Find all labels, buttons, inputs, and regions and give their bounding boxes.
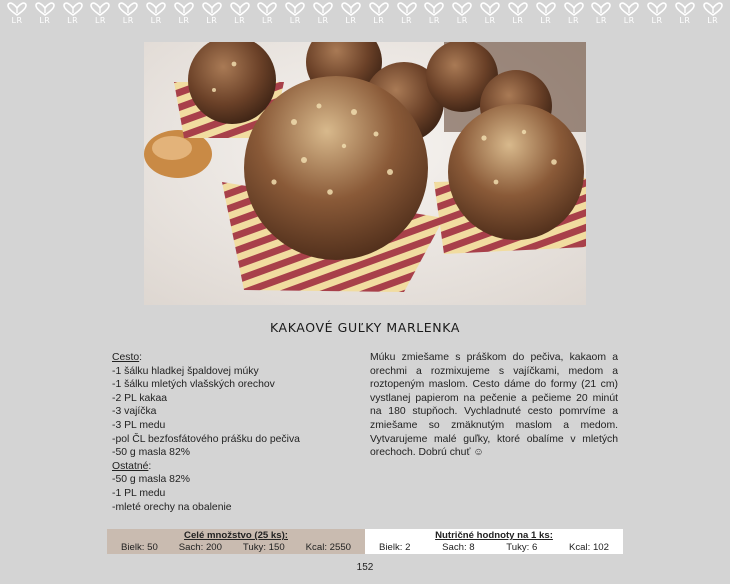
lr-logo-text: LR [289, 16, 301, 25]
logo-banner [0, 0, 730, 36]
lr-logo-text: LR [206, 16, 218, 25]
lr-logo-text: LR [428, 16, 440, 25]
nutrition-per-piece-values [365, 542, 623, 553]
ingredient-item: -3 PL medu [112, 419, 166, 431]
lr-logo-text: LR [707, 16, 719, 25]
ingredient-item: -50 g masla 82% [112, 474, 190, 486]
lr-logo-icon [227, 2, 253, 25]
other-heading: Ostatné [112, 460, 149, 472]
nutrition-total-values [107, 542, 365, 553]
lr-logo-icon [561, 2, 587, 25]
lr-logo-text: LR [651, 16, 663, 25]
lr-logo-icon [477, 2, 503, 25]
dough-items [112, 365, 352, 460]
lr-logo-icon [421, 2, 447, 25]
ingredient-item: -pol ČL bezfosfátového prášku do pečiva [112, 433, 300, 445]
lr-logo-text: LR [261, 16, 273, 25]
lr-logo-icon [616, 2, 642, 25]
ingredient-item: -3 vajíčka [112, 406, 157, 418]
lr-logo-text: LR [11, 16, 23, 25]
instructions-text: Múku zmiešame s práškom do pečiva, kakaom a orechmi a rozmixujeme s vajíčkami, medom a roztopeným maslom. Cesto dáme do formy (21 cm) vystlanej papierom na pečenie a pečieme 20 minút na 180 stupňoch. Vychladnuté cesto pomrvíme a zmiešame so zmäknutým maslom a medom. Vytvarujeme malé guľky, ktoré obalíme v mletých orechoch. Dobrú chuť ☺ [370, 352, 618, 459]
ingredient-item: -mleté orechy na obalenie [112, 501, 232, 513]
lr-logo-text: LR [39, 16, 51, 25]
lr-logo-icon [171, 2, 197, 25]
nutrition-value: Sach: 8 [442, 542, 475, 553]
lr-logo-icon [366, 2, 392, 25]
lr-logo-icon [143, 2, 169, 25]
lr-logo-icon [87, 2, 113, 25]
lr-logo-icon [672, 2, 698, 25]
other-items [112, 473, 352, 514]
lr-logo-text: LR [679, 16, 691, 25]
ingredient-item: -1 PL medu [112, 487, 166, 499]
lr-logo-text: LR [484, 16, 496, 25]
lr-logo-icon [115, 2, 141, 25]
lr-logo-icon [505, 2, 531, 25]
lr-logo-icon [644, 2, 670, 25]
lr-logo-icon [700, 2, 726, 25]
nutrition-value: Kcal: 102 [568, 542, 609, 553]
ingredient-item: -1 šálku hladkej špaldovej múky [112, 365, 259, 377]
lr-logo-icon [310, 2, 336, 25]
lr-logo-text: LR [373, 16, 385, 25]
cocoa-balls-image [144, 42, 586, 305]
nutrition-value: Tuky: 6 [506, 542, 538, 553]
lr-logo-icon [282, 2, 308, 25]
lr-logo-icon [32, 2, 58, 25]
nutrition-value: Sach: 200 [178, 542, 222, 553]
lr-logo-text: LR [122, 16, 134, 25]
ingredient-item: -50 g masla 82% [112, 447, 190, 459]
ingredient-item: -1 šálku mletých vlašských orechov [112, 379, 275, 391]
lr-logo-text: LR [345, 16, 357, 25]
lr-logo-text: LR [401, 16, 413, 25]
lr-logo-icon [338, 2, 364, 25]
dough-heading: Cesto [112, 352, 140, 363]
nutrition-value: Bielk: 50 [121, 542, 158, 553]
nutrition-table [107, 529, 623, 554]
heading-colon: : [148, 460, 152, 472]
recipe-title: KAKAOVÉ GUĽKY MARLENKA [269, 320, 460, 335]
nutrition-total-box [107, 529, 365, 554]
nutrition-value: Tuky: 150 [242, 542, 285, 553]
page-number: 152 [356, 562, 374, 573]
lr-logo-text: LR [540, 16, 552, 25]
lr-logo-text: LR [512, 16, 524, 25]
lr-logo-icon [199, 2, 225, 25]
heading-colon: : [139, 352, 143, 363]
lr-logo-text: LR [234, 16, 246, 25]
ingredients-list [112, 351, 352, 514]
lr-logo-icon [588, 2, 614, 25]
lr-logo-icon [60, 2, 86, 25]
lr-logo-text: LR [568, 16, 580, 25]
lr-logo-icon [4, 2, 30, 25]
ingredient-item: -2 PL kakaa [112, 392, 168, 404]
lr-logo-text: LR [67, 16, 79, 25]
lr-logo-text: LR [595, 16, 607, 25]
lr-logo-icon [533, 2, 559, 25]
nutrition-per-piece-title: Nutričné hodnoty na 1 ks: [435, 530, 553, 541]
lr-logo-text: LR [94, 16, 106, 25]
lr-logo-icon [449, 2, 475, 25]
lr-logo-text: LR [456, 16, 468, 25]
lr-logo-text: LR [317, 16, 329, 25]
nutrition-value: Bielk: 2 [379, 542, 411, 553]
lr-logo-icon [394, 2, 420, 25]
lr-logo-text: LR [623, 16, 635, 25]
recipe-photo [144, 42, 586, 305]
nutrition-value: Kcal: 2550 [305, 542, 351, 553]
lr-logo-icon [254, 2, 280, 25]
lr-logo-text: LR [178, 16, 190, 25]
lr-logo-text: LR [150, 16, 162, 25]
nutrition-total-title: Celé množstvo (25 ks): [184, 530, 288, 541]
nutrition-per-piece-box [365, 529, 623, 554]
